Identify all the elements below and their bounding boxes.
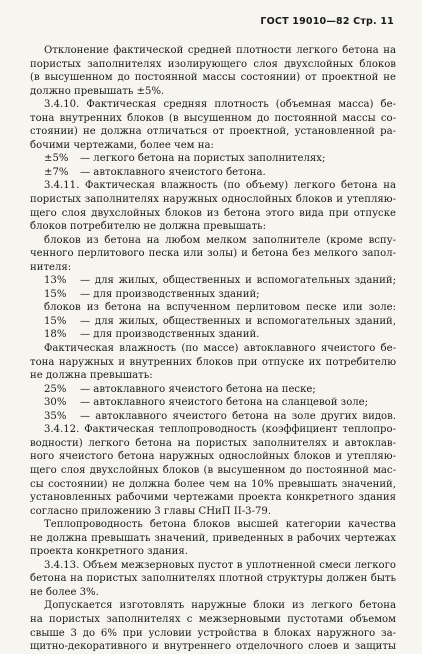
text-line: Отклонение фактической средней плотности легкого бетона на	[44, 45, 396, 56]
list-item-value: ±7%	[44, 166, 69, 178]
text-line: согласно приложению 3 главы СНиП II-3-79.	[30, 505, 272, 517]
text-line: проекта конкретного здания.	[30, 546, 188, 558]
list-item	[30, 410, 396, 424]
list-item-text: — автоклавного ячеистого бетона на песке;	[80, 383, 316, 395]
text-line: щего слоя двухслойных блоков из бетона этого вида при отпуске	[30, 207, 396, 219]
list-item-text: — для жилых, общественных и вспомогательных зданий,	[80, 315, 396, 327]
text-line: не более 3%.	[30, 586, 99, 598]
text-line: не должна превышать значений, приведенных в рабочих чертежах	[30, 532, 396, 544]
list-item	[30, 166, 396, 180]
text-line: блоков из бетона на любом мелком заполнителе (кроме вспу-	[44, 234, 396, 246]
text-line: сы состоянии) не должна более чем на 10% превышать значений,	[30, 478, 396, 490]
para-group-1	[30, 44, 396, 152]
text-line: Теплопроводность бетона блоков высшей категории качества	[44, 519, 396, 531]
list-item-value: ±5%	[44, 153, 69, 165]
list-item-value: 13%	[44, 275, 67, 287]
text-line: ного ячеистого бетона наружных однослойных блоков и утепляю-	[30, 451, 396, 463]
document-body	[30, 44, 396, 654]
text-line: бочими чертежами, более чем на:	[30, 139, 214, 151]
text-line: не должна превышать:	[30, 370, 153, 382]
density-list	[30, 152, 396, 179]
list-item-text: — автоклавного ячеистого бетона.	[80, 166, 266, 178]
para-group-3	[30, 301, 396, 315]
text-line: нителя:	[30, 261, 72, 273]
text-line: (в высушенном до постоянной массы состоянии) от проектной не	[30, 72, 396, 84]
list-item-text: — автоклавного ячеистого бетона на сланцевой золе;	[80, 397, 369, 409]
autoclave-list	[30, 383, 396, 424]
moisture-list-1	[30, 274, 396, 301]
list-item	[30, 288, 396, 302]
text-line: на пористых заполнителях с межзерновыми пустотами объемом	[30, 613, 396, 625]
text-line: тона внутренних блоков (в высушенном до постоянной массы со-	[30, 112, 396, 124]
list-item-value: 25%	[44, 383, 67, 395]
moisture-list-2	[30, 315, 396, 342]
para-group-2	[30, 179, 396, 274]
list-item-value: 35%	[44, 410, 67, 422]
text-line: пористых заполнителях наружных однослойных блоков и утепляю-	[30, 194, 396, 206]
text-line: стоянии) не должна отличаться от проектной, установленной ра-	[30, 126, 396, 138]
list-item	[30, 152, 396, 166]
list-item-value: 15%	[44, 315, 67, 327]
text-line: Фактическая влажность (по массе) автоклавного ячеистого бе-	[44, 343, 396, 355]
text-line: блоков из бетона на вспученном перлитовом песке или золе:	[44, 302, 396, 314]
text-line: свыше 3 до 6% при условии устройства в блоках наружного за-	[30, 627, 396, 639]
text-line: должно превышать ±5%.	[30, 85, 165, 97]
list-item-text: — для жилых, общественных и вспомогательных зданий;	[80, 275, 396, 287]
text-line: 3.4.13. Объем межзерновых пустот в уплотненной смеси легкого	[44, 559, 396, 571]
list-item	[30, 315, 396, 329]
running-head: ГОСТ 19010—82 Стр. 11	[260, 16, 394, 27]
list-item-text: — автоклавного ячеистого бетона на золе других видов.	[80, 410, 396, 422]
list-item	[30, 383, 396, 397]
list-item-text: — для производственных зданий.	[80, 329, 260, 341]
text-line: блоков потребителю не должна превышать:	[30, 221, 267, 233]
text-line: ченного перлитового песка или золы) и бетона без мелкого запол-	[30, 248, 396, 260]
text-line: щего слоя двухслойных блоков (в высушенном до постоянной мас-	[30, 464, 396, 476]
list-item-value: 18%	[44, 329, 67, 341]
text-line: щитно-декоративного и внутреннего отделочного слоев и защиты	[30, 641, 396, 653]
text-line: водности) легкого бетона на пористых заполнителях и автоклав-	[30, 437, 396, 449]
text-line: тона наружных и внутренних блоков при отпуске их потребителю	[30, 356, 396, 368]
list-item	[30, 274, 396, 288]
list-item-value: 15%	[44, 288, 67, 300]
list-item-text: — легкого бетона на пористых заполнителях;	[80, 153, 326, 165]
list-item-text: — для производственных зданий;	[80, 288, 260, 300]
text-line: 3.4.11. Фактическая влажность (по объему) легкого бетона на	[44, 180, 396, 192]
text-line: установленных рабочими чертежами проекта конкретного здания	[30, 492, 396, 504]
para-group-4	[30, 342, 396, 383]
text-line: 3.4.10. Фактическая средняя плотность (объемная масса) бе-	[44, 99, 396, 111]
list-item	[30, 396, 396, 410]
text-line: пористых заполнителях изолирующего слоя двухслойных блоков	[30, 58, 396, 70]
text-line: 3.4.12. Фактическая теплопроводность (коэффициент теплопро-	[44, 424, 396, 436]
list-item	[30, 328, 396, 342]
text-line: бетона на пористых заполнителях плотной структуры должен быть	[30, 573, 396, 585]
text-line: Допускается изготовлять наружные блоки из легкого бетона	[44, 600, 396, 612]
list-item-value: 30%	[44, 397, 67, 409]
para-group-5	[30, 423, 396, 653]
